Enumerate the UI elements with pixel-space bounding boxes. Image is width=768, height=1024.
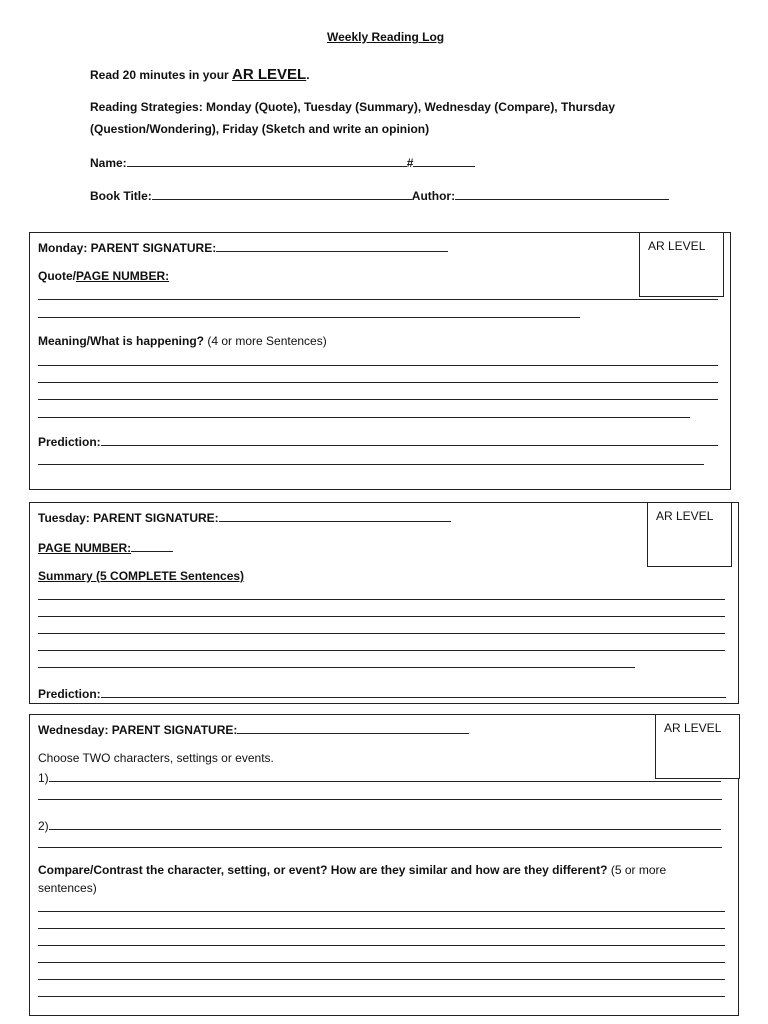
tuesday-summary-line-4[interactable] <box>38 650 725 651</box>
tuesday-page-row <box>38 539 173 555</box>
tuesday-section <box>29 502 739 704</box>
wednesday-item-1-label: 1) <box>38 771 49 785</box>
reading-strategies-line1: Reading Strategies: Monday (Quote), Tuesday (Summary), Wednesday (Compare), Thursday <box>90 100 615 114</box>
book-title-label: Book Title: <box>90 189 152 203</box>
monday-prediction-row <box>38 433 718 449</box>
ar-level-emphasis: AR LEVEL <box>232 66 307 83</box>
wednesday-compare-line-2: sentences) <box>38 881 97 895</box>
tuesday-prediction-field[interactable] <box>101 685 726 698</box>
wednesday-compare-write-line-5[interactable] <box>38 979 725 980</box>
book-title-field[interactable] <box>152 187 412 200</box>
monday-prediction-label: Prediction: <box>38 435 101 449</box>
wednesday-item-2-row <box>38 817 721 833</box>
monday-ar-level-label: AR LEVEL <box>648 239 706 253</box>
monday-ar-level-box[interactable] <box>639 232 724 297</box>
monday-quote-prefix: Quote/ <box>38 269 76 283</box>
monday-quote-label <box>38 269 169 283</box>
tuesday-heading-text: Tuesday: PARENT SIGNATURE: <box>38 511 219 525</box>
wednesday-item-2-line-2[interactable] <box>38 847 722 848</box>
tuesday-prediction-row <box>38 685 726 701</box>
monday-meaning-label <box>38 334 327 348</box>
wednesday-item-1-row <box>38 769 721 785</box>
wednesday-compare-note: (5 or more <box>607 863 667 877</box>
wednesday-item-1-line-2[interactable] <box>38 799 722 800</box>
page-title: Weekly Reading Log <box>327 30 445 44</box>
monday-quote-line-1[interactable] <box>38 299 718 300</box>
tuesday-summary-line-2[interactable] <box>38 616 725 617</box>
number-label: # <box>406 156 414 170</box>
tuesday-signature-field[interactable] <box>219 509 451 522</box>
monday-prediction-field[interactable] <box>101 433 718 446</box>
wednesday-compare-bold: Compare/Contrast the character, setting, or event? How are they similar and how are they different? <box>38 863 608 877</box>
wednesday-compare-write-line-6[interactable] <box>38 996 725 997</box>
monday-signature-field[interactable] <box>216 239 448 252</box>
wednesday-item-2-field[interactable] <box>49 817 721 830</box>
monday-meaning-line-4[interactable] <box>38 417 690 418</box>
name-field[interactable] <box>127 154 407 167</box>
tuesday-prediction-label: Prediction: <box>38 687 101 701</box>
tuesday-summary-label: Summary (5 COMPLETE Sentences) <box>38 569 245 583</box>
wednesday-choose-instruction: Choose TWO characters, settings or events. <box>38 751 274 765</box>
read-instruction <box>90 66 310 83</box>
monday-prediction-line-2[interactable] <box>38 464 704 465</box>
wednesday-section <box>29 714 739 1016</box>
monday-page-number-label: PAGE NUMBER: <box>76 269 170 283</box>
monday-heading-text: Monday: PARENT SIGNATURE: <box>38 241 217 255</box>
tuesday-page-number-field[interactable] <box>131 539 173 552</box>
author-field[interactable] <box>455 187 669 200</box>
name-row <box>90 154 475 170</box>
tuesday-summary-line-5[interactable] <box>38 667 635 668</box>
wednesday-compare-line-1 <box>38 863 666 877</box>
wednesday-item-2-label: 2) <box>38 819 49 833</box>
wednesday-ar-level-label: AR LEVEL <box>664 721 722 735</box>
tuesday-heading <box>38 509 451 525</box>
author-label: Author: <box>411 189 456 203</box>
tuesday-ar-level-box[interactable] <box>647 502 732 567</box>
book-row <box>90 187 669 203</box>
monday-meaning-line-3[interactable] <box>38 399 718 400</box>
monday-section <box>29 232 731 490</box>
monday-heading <box>38 239 448 255</box>
monday-meaning-note: (4 or more Sentences) <box>204 334 327 348</box>
tuesday-ar-level-label: AR LEVEL <box>656 509 714 523</box>
monday-meaning-line-2[interactable] <box>38 382 718 383</box>
wednesday-heading <box>38 721 469 737</box>
reading-strategies-line2: (Question/Wondering), Friday (Sketch and write an opinion) <box>90 122 430 136</box>
monday-meaning-line-1[interactable] <box>38 365 718 366</box>
wednesday-heading-text: Wednesday: PARENT SIGNATURE: <box>38 723 238 737</box>
wednesday-compare-write-line-1[interactable] <box>38 911 725 912</box>
monday-quote-line-2[interactable] <box>38 317 580 318</box>
tuesday-summary-line-1[interactable] <box>38 599 725 600</box>
read-instruction-period: . <box>306 68 310 82</box>
wednesday-compare-write-line-3[interactable] <box>38 945 725 946</box>
monday-meaning-bold: Meaning/What is happening? <box>38 334 204 348</box>
read-instruction-text: Read 20 minutes in your <box>90 68 233 82</box>
number-field[interactable] <box>413 154 475 167</box>
tuesday-summary-line-3[interactable] <box>38 633 725 634</box>
wednesday-signature-field[interactable] <box>237 721 469 734</box>
wednesday-item-1-field[interactable] <box>49 769 721 782</box>
name-label: Name: <box>90 156 127 170</box>
wednesday-compare-write-line-2[interactable] <box>38 928 725 929</box>
wednesday-compare-write-line-4[interactable] <box>38 962 725 963</box>
tuesday-page-number-label: PAGE NUMBER: <box>38 541 132 555</box>
